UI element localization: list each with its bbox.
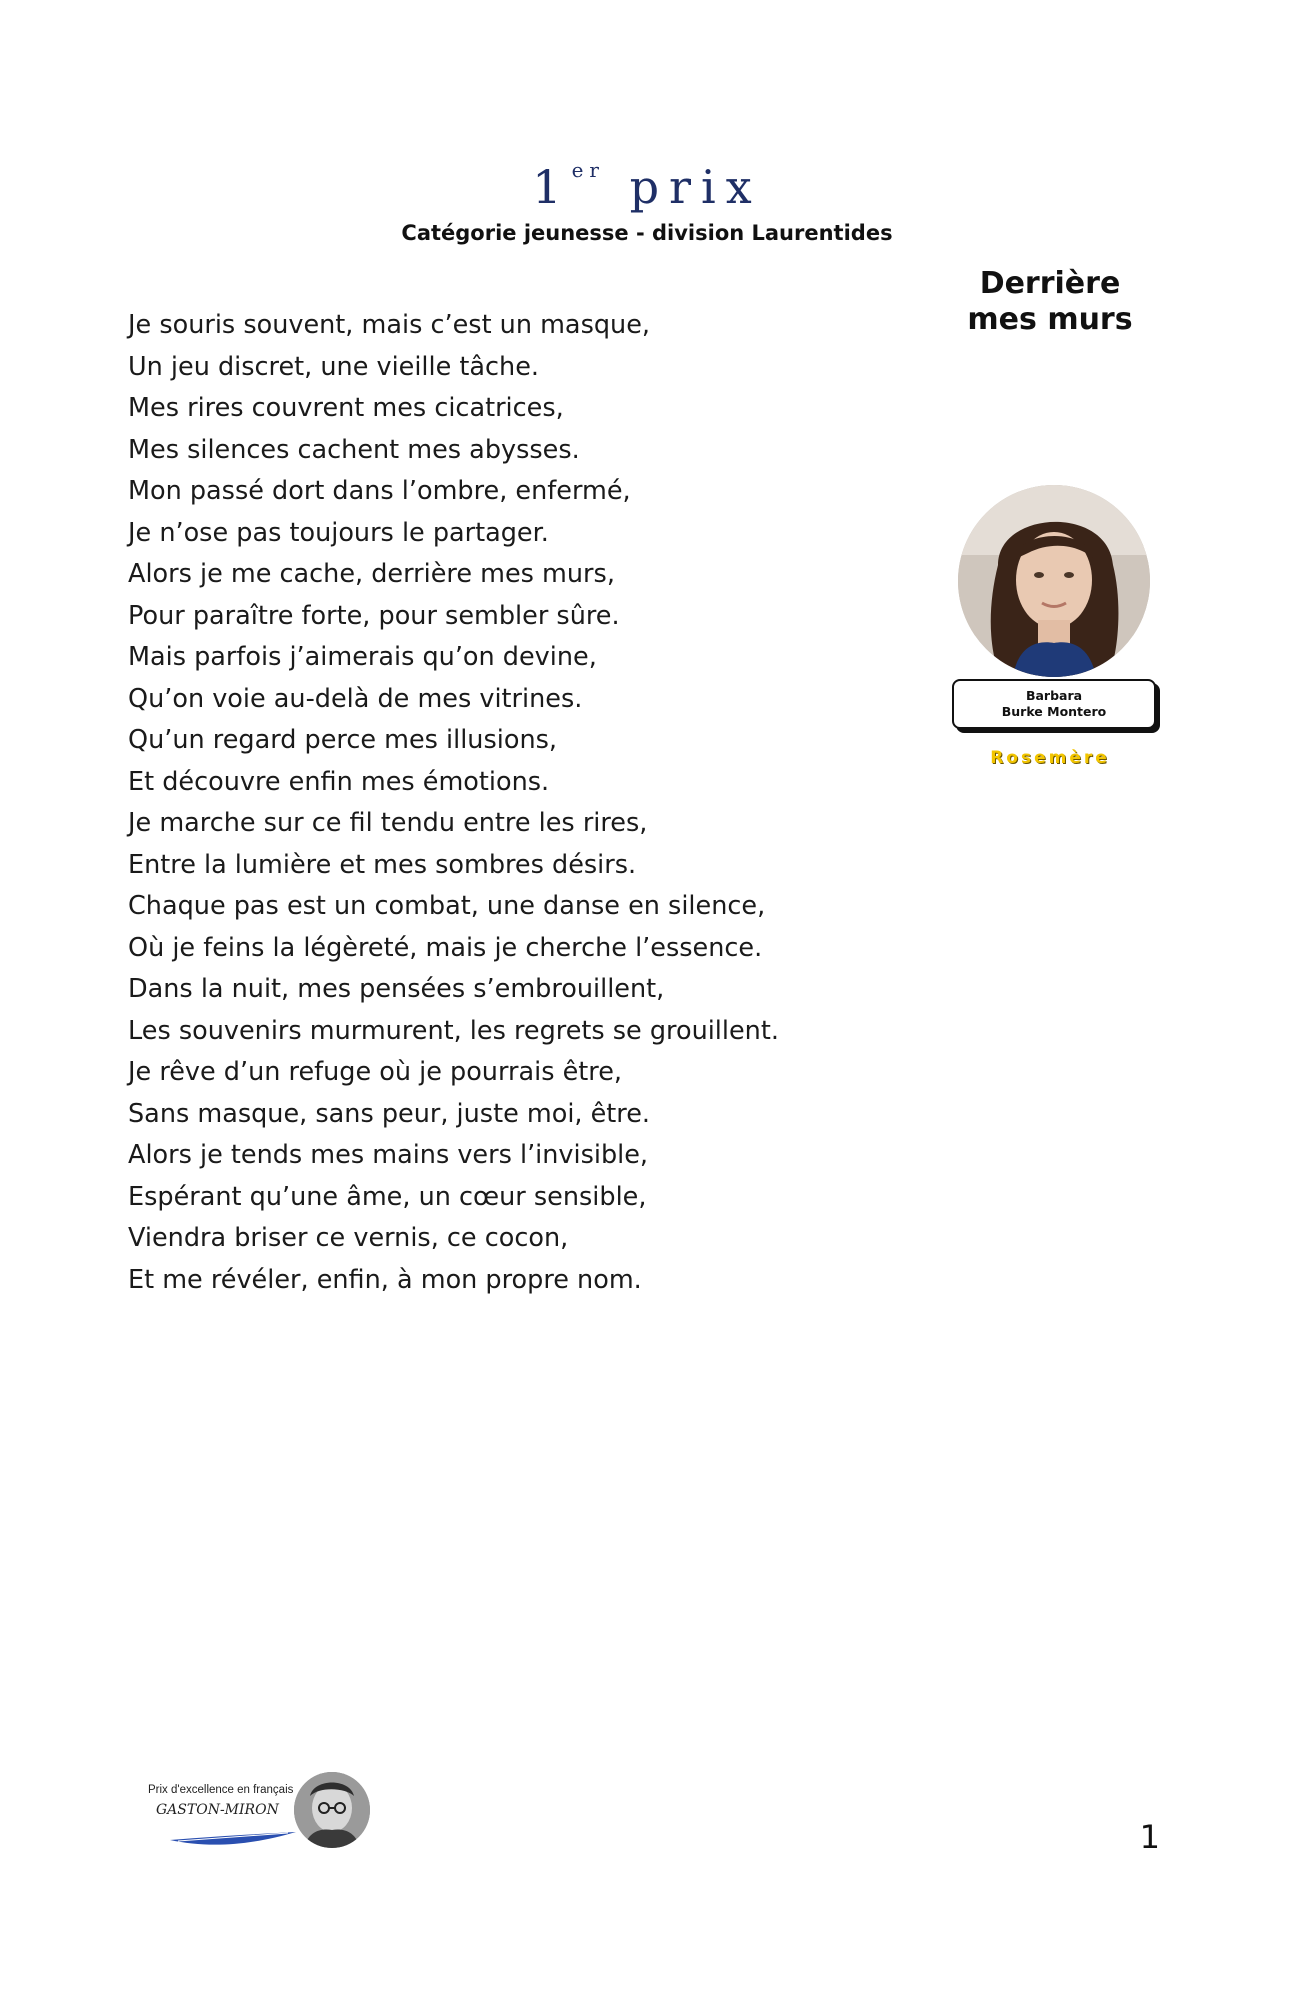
poem-line: Un jeu discret, une vieille tâche. [128, 351, 540, 382]
category-subtitle: Catégorie jeunesse - division Laurentides [401, 221, 893, 245]
poem-line: Qu’un regard perce mes illusions, [128, 725, 557, 755]
poem-line: Je rêve d’un refuge où je pourrais être, [128, 1057, 622, 1087]
author-name-card [952, 679, 1156, 729]
poem-line: Je marche sur ce fil tendu entre les rires, [128, 808, 648, 838]
poem-line: Dans la nuit, mes pensées s’embrouillent, [128, 974, 665, 1004]
author-city: Rosemère [990, 748, 1110, 768]
feather-icon [168, 1820, 298, 1850]
poem-body [128, 305, 848, 1301]
author-last-name: Burke Montero [1001, 704, 1107, 719]
poem-title-line-1: Derrière [979, 266, 1121, 301]
poem-line: Mais parfois j’aimerais qu’on devine, [128, 642, 597, 672]
poem-line: Sans masque, sans peur, juste moi, être. [128, 1098, 651, 1129]
poem-line: Viendra briser ce vernis, ce cocon, [128, 1223, 569, 1253]
prize-number: 1 [532, 160, 572, 214]
poem-line: Et découvre enfin mes émotions. [128, 766, 550, 797]
poem-line: Entre la lumière et mes sombres désirs. [128, 849, 637, 880]
prize-word: prix [629, 160, 762, 214]
poem-line: Chaque pas est un combat, une danse en silence, [128, 891, 766, 921]
poem-line: Je souris souvent, mais c’est un masque, [128, 310, 650, 340]
poem-line: Mon passé dort dans l’ombre, enfermé, [128, 476, 631, 506]
poem-line: Alors je tends mes mains vers l’invisible, [128, 1140, 649, 1170]
poem-line: Et me révéler, enfin, à mon propre nom. [128, 1264, 642, 1295]
poem-title [930, 266, 1170, 338]
poem-line: Mes silences cachent mes abysses. [128, 434, 580, 465]
poem-line: Qu’on voie au-delà de mes vitrines. [128, 683, 583, 714]
gaston-miron-portrait [294, 1772, 370, 1848]
logo-name: GASTON-MIRON [156, 1802, 279, 1818]
poem-line: Pour paraître forte, pour sembler sûre. [128, 600, 620, 631]
gaston-miron-logo [148, 1772, 378, 1852]
author-photo [958, 485, 1150, 677]
page-number: 1 [1139, 1818, 1160, 1856]
poem-line: Je n’ose pas toujours le partager. [128, 517, 549, 548]
poem-line: Mes rires couvrent mes cicatrices, [128, 393, 564, 423]
prize-superscript: er [571, 158, 605, 182]
poem-title-line-2: mes murs [967, 302, 1133, 337]
prize-heading [0, 158, 1294, 214]
logo-tagline: Prix d'excellence en français [148, 1784, 294, 1796]
poem-line: Les souvenirs murmurent, les regrets se grouillent. [128, 1015, 779, 1046]
poem-line: Où je feins la légèreté, mais je cherche l’essence. [128, 932, 763, 963]
poem-line: Espérant qu’une âme, un cœur sensible, [128, 1181, 647, 1212]
author-first-name: Barbara [1025, 688, 1083, 703]
poem-line: Alors je me cache, derrière mes murs, [128, 559, 615, 589]
